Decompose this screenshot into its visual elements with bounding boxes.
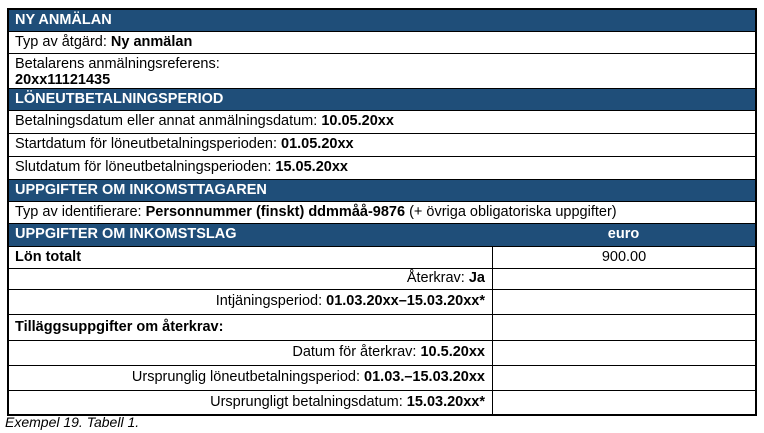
tillaggsuppgifter-label: Tilläggsuppgifter om återkrav:	[15, 318, 224, 335]
row-datum-for-aterkrav	[9, 341, 755, 366]
betalningsdatum-label: Betalningsdatum eller annat anmälningsdatum:	[15, 113, 322, 130]
typ-av-atgard-value: Ny anmälan	[110, 33, 193, 50]
euro-column-header: euro	[607, 226, 640, 243]
row-tillaggsuppgifter	[9, 315, 755, 341]
ursprungligt-datum-label: Ursprungligt betalningsdatum:	[210, 393, 407, 410]
row-betalningsdatum	[9, 111, 755, 134]
section-header-ny-anmalan	[9, 10, 755, 32]
startdatum-label: Startdatum för löneutbetalningsperioden:	[15, 136, 282, 153]
row-intjaningsperiod	[9, 290, 755, 315]
datum-for-aterkrav-value: 10.5.20xx	[420, 344, 485, 361]
anmalan-table	[7, 8, 757, 416]
startdatum-value: 01.05.20xx	[281, 136, 354, 153]
ursprunglig-period-value: 01.03.–15.03.20xx	[364, 369, 485, 386]
datum-for-aterkrav-label: Datum för återkrav:	[292, 344, 421, 361]
row-ursprungligt-datum	[9, 391, 755, 414]
row-aterkrav	[9, 269, 755, 290]
row-startdatum	[9, 134, 755, 157]
row-lon-totalt	[9, 247, 755, 269]
ursprunglig-period-label: Ursprunglig löneutbetalningsperiod:	[131, 369, 365, 386]
identifierare-value: Personnummer (finskt) ddmmåå-9876	[145, 203, 406, 220]
section-header-inkomstslag	[9, 224, 755, 247]
referens-label: Betalarens anmälningsreferens:	[15, 55, 220, 72]
section-header-inkomsttagaren	[9, 180, 755, 202]
typ-av-atgard-label: Typ av åtgärd:	[15, 33, 111, 50]
identifierare-label: Typ av identifierare:	[15, 203, 146, 220]
euro-cell	[492, 269, 755, 289]
referens-value: 20xx11121435	[15, 71, 111, 88]
euro-cell	[492, 391, 755, 414]
table-caption: Exempel 19. Tabell 1.	[5, 414, 140, 430]
slutdatum-value: 15.05.20xx	[275, 159, 348, 176]
identifierare-suffix: (+ övriga obligatoriska uppgifter)	[405, 203, 617, 220]
betalningsdatum-value: 10.05.20xx	[321, 113, 394, 130]
euro-cell	[492, 290, 755, 314]
intjaningsperiod-value: 01.03.20xx–15.03.20xx*	[326, 293, 485, 310]
lon-totalt-amount: 900.00	[492, 247, 755, 268]
section-header-loneutbetalningsperiod	[9, 89, 755, 111]
section-title: NY ANMÄLAN	[15, 11, 112, 28]
row-identifierare	[9, 202, 755, 224]
euro-cell	[492, 341, 755, 365]
ursprungligt-datum-value: 15.03.20xx*	[406, 393, 485, 410]
euro-cell	[492, 366, 755, 390]
section-title: UPPGIFTER OM INKOMSTSLAG	[15, 226, 237, 243]
row-typ-av-atgard	[9, 32, 755, 54]
slutdatum-label: Slutdatum för löneutbetalningsperioden:	[15, 159, 276, 176]
row-ursprunglig-period	[9, 366, 755, 391]
intjaningsperiod-label: Intjäningsperiod:	[215, 293, 327, 310]
row-anmalningsreferens	[9, 54, 755, 89]
lon-totalt-label: Lön totalt	[15, 248, 82, 265]
aterkrav-label: Återkrav:	[406, 270, 469, 287]
section-title: UPPGIFTER OM INKOMSTTAGAREN	[15, 181, 267, 198]
aterkrav-value: Ja	[468, 270, 485, 287]
euro-cell	[492, 315, 755, 340]
row-slutdatum	[9, 157, 755, 180]
section-title: LÖNEUTBETALNINGSPERIOD	[15, 90, 224, 107]
